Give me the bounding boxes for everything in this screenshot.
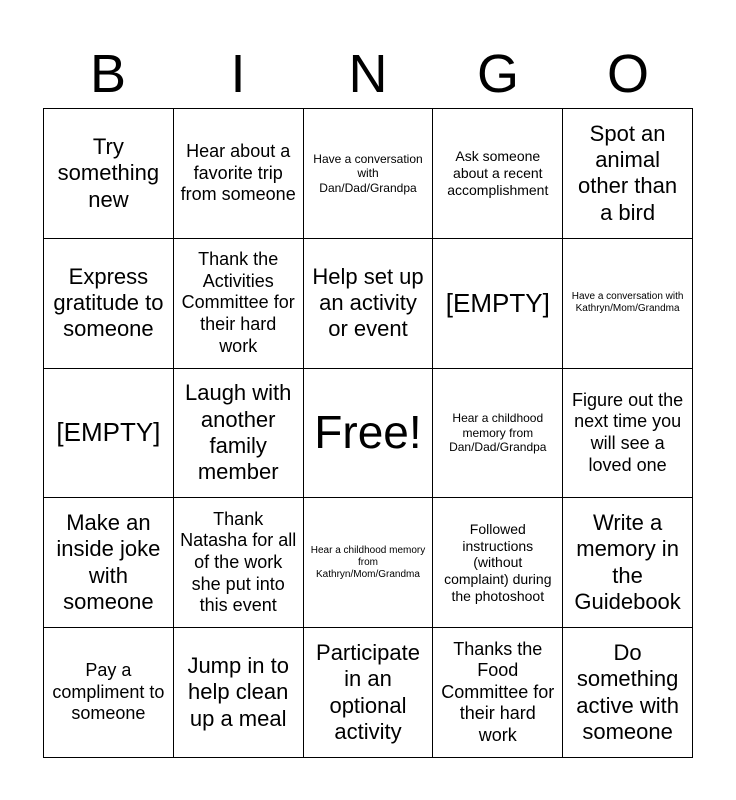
bingo-cell[interactable]: Participate in an optional activity: [304, 628, 434, 758]
bingo-cell[interactable]: Hear a childhood memory from Dan/Dad/Grandpa: [433, 369, 563, 499]
bingo-cell[interactable]: Have a conversation with Kathryn/Mom/Grandma: [563, 239, 693, 369]
bingo-cell[interactable]: Hear a childhood memory from Kathryn/Mom/Grandma: [304, 498, 434, 628]
bingo-cell[interactable]: Ask someone about a recent accomplishment: [433, 109, 563, 239]
bingo-cell[interactable]: Do something active with someone: [563, 628, 693, 758]
header-letter-n: N: [348, 44, 388, 104]
bingo-cell[interactable]: Express gratitude to someone: [44, 239, 174, 369]
bingo-cell[interactable]: [EMPTY]: [44, 369, 174, 499]
bingo-cell[interactable]: [EMPTY]: [433, 239, 563, 369]
bingo-header: [43, 40, 693, 108]
bingo-cell[interactable]: Write a memory in the Guidebook: [563, 498, 693, 628]
bingo-cell[interactable]: Pay a compliment to someone: [44, 628, 174, 758]
header-letter-o: O: [606, 44, 649, 104]
bingo-cell[interactable]: Try something new: [44, 109, 174, 239]
bingo-cell[interactable]: Figure out the next time you will see a loved one: [563, 369, 693, 499]
bingo-cell[interactable]: Make an inside joke with someone: [44, 498, 174, 628]
bingo-grid: [43, 108, 693, 758]
bingo-cell[interactable]: Thank Natasha for all of the work she put into this event: [174, 498, 304, 628]
header-letter-i: I: [230, 44, 246, 104]
bingo-cell[interactable]: Spot an animal other than a bird: [563, 109, 693, 239]
bingo-cell[interactable]: Followed instructions (without complaint) during the photoshoot: [433, 498, 563, 628]
bingo-cell[interactable]: Laugh with another family member: [174, 369, 304, 499]
bingo-cell[interactable]: Jump in to help clean up a meal: [174, 628, 304, 758]
bingo-cell[interactable]: Hear about a favorite trip from someone: [174, 109, 304, 239]
header-letter-b: B: [89, 44, 127, 104]
bingo-cell[interactable]: Help set up an activity or event: [304, 239, 434, 369]
bingo-cell[interactable]: Have a conversation with Dan/Dad/Grandpa: [304, 109, 434, 239]
free-space-cell[interactable]: Free!: [304, 369, 434, 499]
header-letter-g: G: [476, 44, 519, 104]
bingo-cell[interactable]: Thank the Activities Committee for their hard work: [174, 239, 304, 369]
bingo-cell[interactable]: Thanks the Food Committee for their hard work: [433, 628, 563, 758]
